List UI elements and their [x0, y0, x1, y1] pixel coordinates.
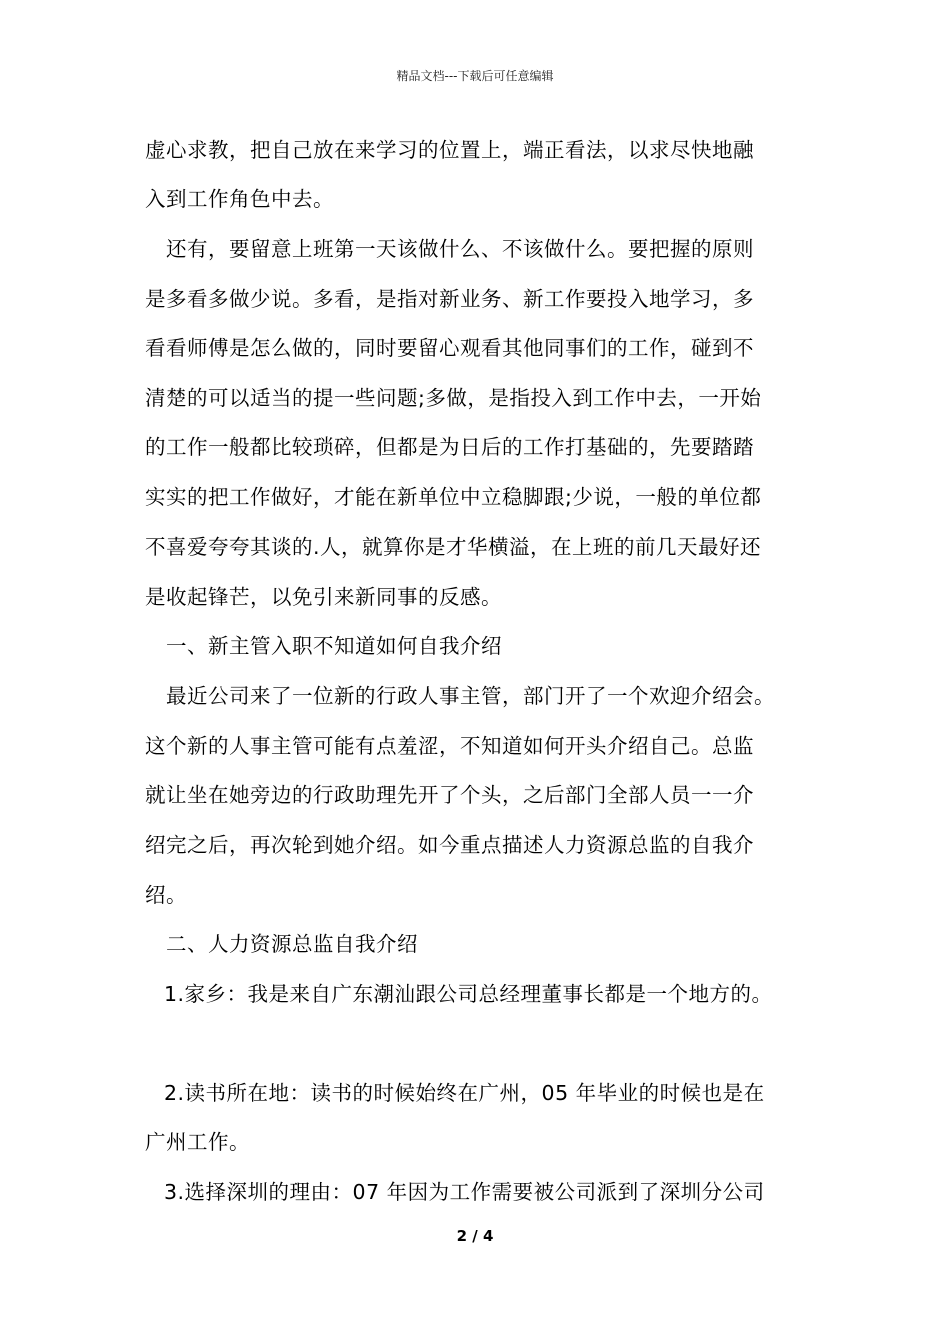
- text-line: 绍。: [145, 883, 187, 907]
- text-line: 就让坐在她旁边的行政助理先开了个头，之后部门全部人员一一介: [145, 783, 754, 807]
- list-item: 1.家乡：我是来自广东潮汕跟公司总经理董事长都是一个地方的。: [164, 982, 773, 1006]
- text-line: 绍完之后，再次轮到她介绍。如今重点描述人力资源总监的自我介: [145, 833, 754, 857]
- section-heading: 一、新主管入职不知道如何自我介绍: [166, 634, 502, 658]
- text-line: 的工作一般都比较琐碎，但都是为日后的工作打基础的，先要踏踏: [145, 435, 754, 459]
- text-line: 清楚的可以适当的提一些问题;多做，是指投入到工作中去，一开始: [145, 386, 762, 410]
- list-item: 2.读书所在地：读书的时候始终在广州，05 年毕业的时候也是在: [164, 1081, 765, 1105]
- text-line: 虚心求教，把自己放在来学习的位置上，端正看法，以求尽快地融: [145, 138, 754, 162]
- text-line: 不喜爱夸夸其谈的.人，就算你是才华横溢，在上班的前几天最好还: [145, 535, 762, 559]
- text-line: 最近公司来了一位新的行政人事主管，部门开了一个欢迎介绍会。: [166, 684, 775, 708]
- page-header: 精品文档---下载后可任意编辑: [396, 69, 554, 83]
- section-heading: 二、人力资源总监自我介绍: [166, 932, 418, 956]
- text-line: 看看师傅是怎么做的，同时要留心观看其他同事们的工作，碰到不: [145, 336, 754, 360]
- text-line: 是多看多做少说。多看，是指对新业务、新工作要投入地学习，多: [145, 287, 754, 311]
- text-line: 是收起锋芒，以免引来新同事的反感。: [145, 585, 502, 609]
- text-line: 实实的把工作做好，才能在新单位中立稳脚跟;少说，一般的单位都: [145, 485, 762, 509]
- text-line: 这个新的人事主管可能有点羞涩，不知道如何开头介绍自己。总监: [145, 734, 754, 758]
- text-line: 广州工作。: [145, 1130, 250, 1154]
- text-line: 入到工作角色中去。: [145, 187, 334, 211]
- page-number: 2 / 4: [456, 1227, 494, 1245]
- list-item: 3.选择深圳的理由：07 年因为工作需要被公司派到了深圳分公司: [164, 1180, 765, 1204]
- text-line: 还有，要留意上班第一天该做什么、不该做什么。要把握的原则: [166, 237, 754, 261]
